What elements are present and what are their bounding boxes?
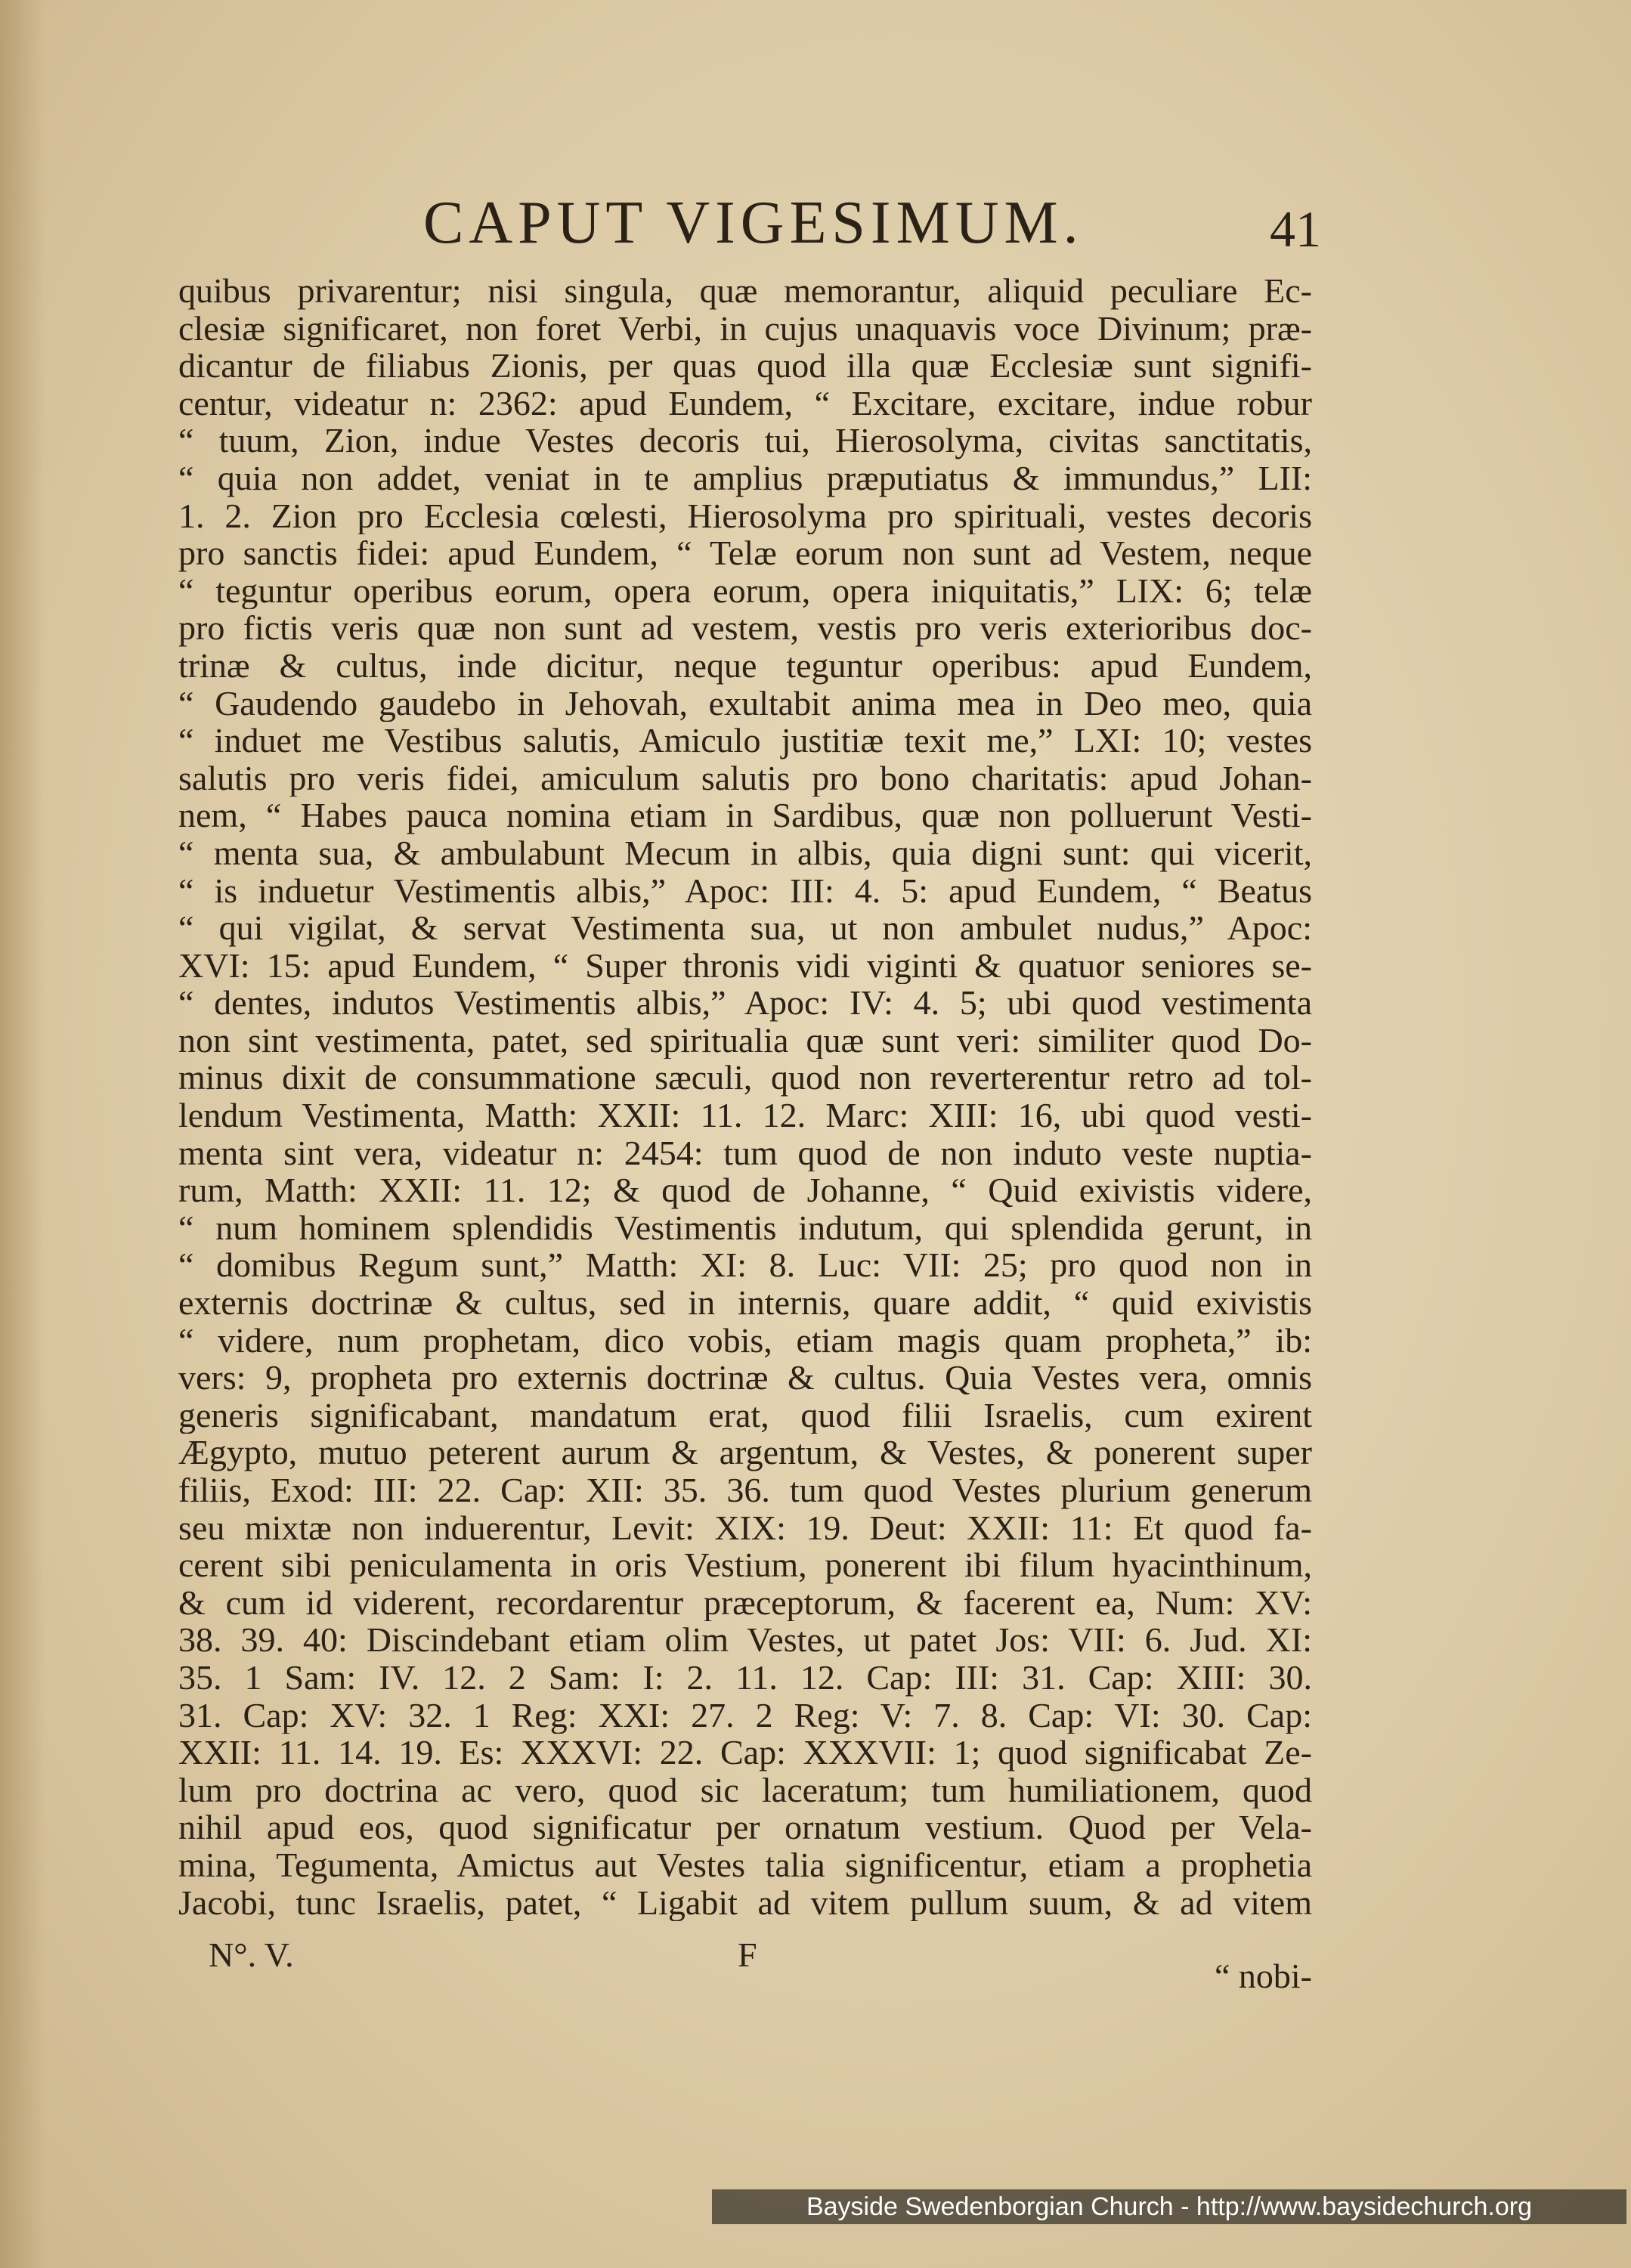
signature-letter: F (738, 1935, 757, 1974)
body-text (178, 272, 1312, 1921)
text-line: 31. Cap: XV: 32. 1 Reg: XXI: 27. 2 Reg: V: 7. 8. Cap: VI: 30. Cap: (178, 1696, 1312, 1734)
text-line: pro sanctis fidei: apud Eundem, “ Telæ eorum non sunt ad Vestem, neque (178, 534, 1312, 572)
text-line: “ teguntur operibus eorum, opera eorum, opera iniquitatis,” LIX: 6; telæ (178, 571, 1312, 610)
text-line: externis doctrinæ & cultus, sed in internis, quare addit, “ quid exivistis (178, 1284, 1312, 1322)
text-line: 38. 39. 40: Discindebant etiam olim Vestes, ut patet Jos: VII: 6. Jud. XI: (178, 1621, 1312, 1659)
signature-mark: N°. V. (209, 1935, 294, 1974)
text-line: Ægypto, mutuo peterent aurum & argentum, & Vestes, & ponerent super (178, 1434, 1312, 1471)
text-line: 35. 1 Sam: IV. 12. 2 Sam: I: 2. 11. 12. Cap: III: 31. Cap: XIII: 30. (178, 1658, 1312, 1697)
text-line: mina, Tegumenta, Amictus aut Vestes talia significentur, etiam a prophetia (178, 1846, 1312, 1884)
text-line: salutis pro veris fidei, amiculum salutis pro bono charitatis: apud Johan- (178, 759, 1312, 797)
text-line: lendum Vestimenta, Matth: XXII: 11. 12. Marc: XIII: 16, ubi quod vesti- (178, 1097, 1312, 1134)
text-line: rum, Matth: XXII: 11. 12; & quod de Johanne, “ Quid exivistis videre, (178, 1171, 1312, 1209)
text-line: 1. 2. Zion pro Ecclesia cœlesti, Hierosolyma pro spirituali, vestes decoris (178, 497, 1312, 535)
text-line: “ induet me Vestibus salutis, Amiculo justitiæ texit me,” LXI: 10; vestes (178, 722, 1312, 760)
text-line: trinæ & cultus, inde dicitur, neque teguntur operibus: apud Eundem, (178, 646, 1312, 685)
text-line: filiis, Exod: III: 22. Cap: XII: 35. 36. tum quod Vestes plurium generum (178, 1471, 1312, 1509)
page-number: 41 (1270, 200, 1321, 258)
text-line: dicantur de filiabus Zionis, per quas quod illa quæ Ecclesiæ sunt signifi- (178, 347, 1312, 385)
text-line: minus dixit de consummatione sæculi, quod non reverterentur retro ad tol- (178, 1059, 1312, 1097)
text-line: lum pro doctrina ac vero, quod sic laceratum; tum humiliationem, quod (178, 1771, 1312, 1809)
text-line: Jacobi, tunc Israelis, patet, “ Ligabit ad vitem pullum suum, & ad vitem (178, 1883, 1312, 1922)
text-line: nem, “ Habes pauca nomina etiam in Sardibus, quæ non polluerunt Vesti- (178, 797, 1312, 834)
text-line: nihil apud eos, quod significatur per ornatum vestium. Quod per Vela- (178, 1809, 1312, 1846)
text-line: “ Gaudendo gaudebo in Jehovah, exultabit anima mea in Deo meo, quia (178, 684, 1312, 722)
page-gutter-shadow (0, 0, 45, 2268)
page-footer (178, 1935, 1312, 1995)
text-line: vers: 9, propheta pro externis doctrinæ & cultus. Quia Vestes vera, omnis (178, 1359, 1312, 1397)
catchword: “ nobi- (1214, 1957, 1312, 1995)
text-line: & cum id viderent, recordarentur præceptorum, & facerent ea, Num: XV: (178, 1583, 1312, 1622)
text-line: cerent sibi peniculamenta in oris Vestium, ponerent ibi filum hyacinthinum, (178, 1546, 1312, 1584)
text-line: XVI: 15: apud Eundem, “ Super thronis vidi viginti & quatuor seniores se- (178, 946, 1312, 985)
text-line: quibus privarentur; nisi singula, quæ memorantur, aliquid peculiare Ec- (178, 272, 1312, 310)
text-line: pro fictis veris quæ non sunt ad vestem, vestis pro veris exterioribus doc- (178, 609, 1312, 647)
watermark-banner: Bayside Swedenborgian Church - http://www.baysidechurch.org (712, 2189, 1626, 2224)
text-line: “ menta sua, & ambulabunt Mecum in albis, quia digni sunt: qui vicerit, (178, 834, 1312, 872)
text-line: generis significabant, mandatum erat, quod filii Israelis, cum exirent (178, 1396, 1312, 1434)
text-line: XXII: 11. 14. 19. Es: XXXVI: 22. Cap: XXXVII: 1; quod significabat Ze- (178, 1734, 1312, 1771)
text-line: non sint vestimenta, patet, sed spiritualia quæ sunt veri: similiter quod Do- (178, 1021, 1312, 1060)
text-line: “ tuum, Zion, indue Vestes decoris tui, Hierosolyma, civitas sanctitatis, (178, 422, 1312, 459)
text-line: “ videre, num prophetam, dico vobis, etiam magis quam propheta,” ib: (178, 1321, 1312, 1360)
text-line: “ domibus Regum sunt,” Matth: XI: 8. Luc: VII: 25; pro quod non in (178, 1246, 1312, 1285)
text-line: seu mixtæ non induerentur, Levit: XIX: 19. Deut: XXII: 11: Et quod fa- (178, 1508, 1312, 1547)
chapter-title: CAPUT VIGESIMUM. (423, 190, 1084, 256)
text-line: clesiæ significaret, non foret Verbi, in cujus unaquavis voce Divinum; præ- (178, 309, 1312, 348)
text-line: “ num hominem splendidis Vestimentis indutum, qui splendida gerunt, in (178, 1208, 1312, 1247)
text-line: menta sint vera, videatur n: 2454: tum quod de non induto veste nuptia- (178, 1134, 1312, 1172)
text-line: “ quia non addet, veniat in te amplius præputiatus & immundus,” LII: (178, 459, 1312, 497)
running-header (423, 185, 1406, 268)
text-line: centur, videatur n: 2362: apud Eundem, “ Excitare, excitare, indue robur (178, 384, 1312, 422)
text-line: “ dentes, indutos Vestimentis albis,” Apoc: IV: 4. 5; ubi quod vestimenta (178, 984, 1312, 1022)
text-line: “ qui vigilat, & servat Vestimenta sua, ut non ambulet nudus,” Apoc: (178, 909, 1312, 947)
text-line: “ is induetur Vestimentis albis,” Apoc: III: 4. 5: apud Eundem, “ Beatus (178, 871, 1312, 910)
